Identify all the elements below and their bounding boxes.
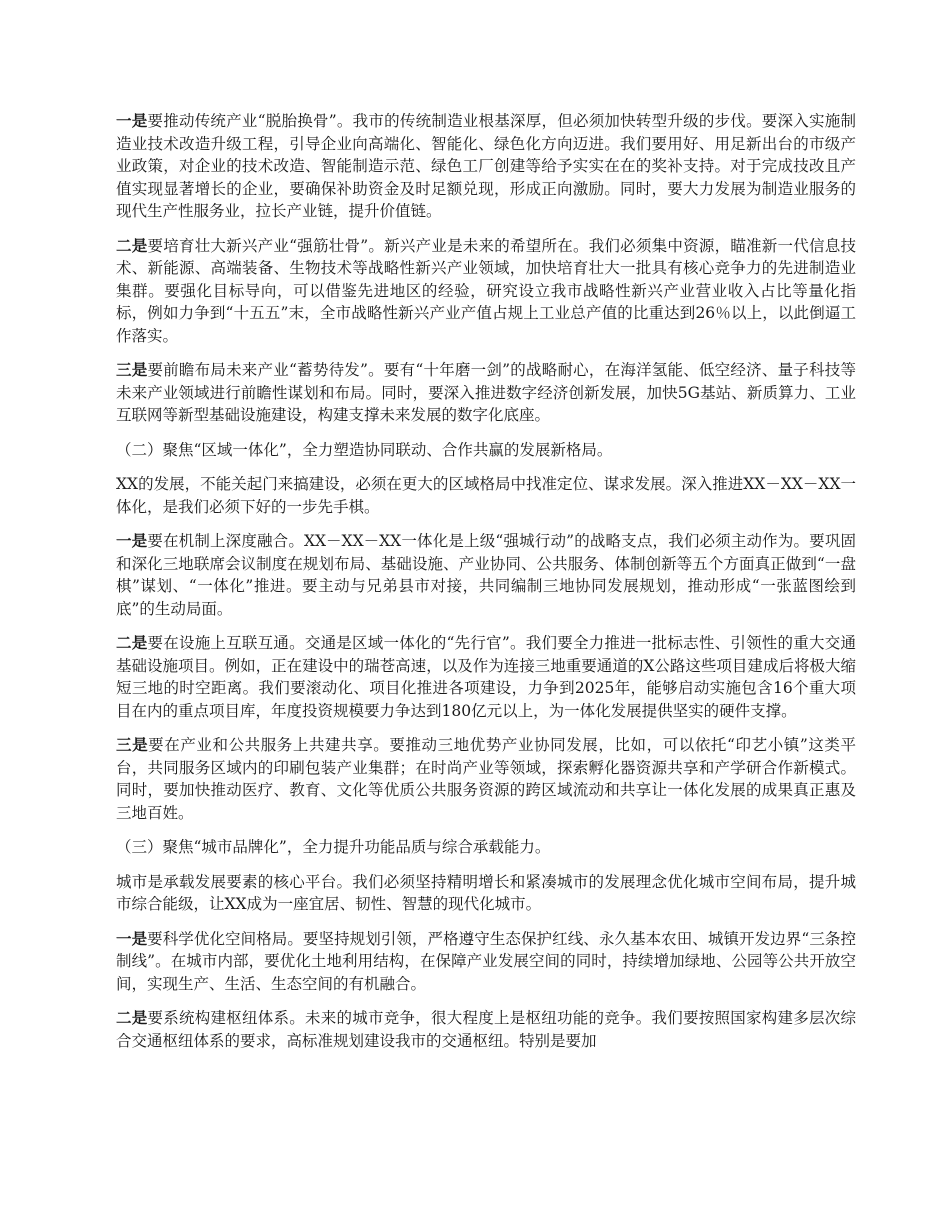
para-lead: 二是 xyxy=(116,1008,148,1027)
paragraph-region-1 xyxy=(116,530,856,620)
para-text: 要推动传统产业“脱胎换骨”。我市的传统制造业根基深厚，但必须加快转型升级的步伐。要深入实施制造业技术改造升级工程，引导企业向高端化、智能化、绿色化方向迈进。我们要用好、用足新出台的市级产业政策，对企业的技术改造、智能制造示范、绿色工厂创建等给予实实在在的奖补支持。对于完成技改且产值实现显著增长的企业，要确保补助资金及时足额兑现，形成正向激励。同时，要大力发展为制造业服务的现代生产性服务业，拉长产业链，提升价值链。 xyxy=(116,112,856,220)
para-lead: 三是 xyxy=(116,735,149,754)
para-text: 要在产业和公共服务上共建共享。要推动三地优势产业协同发展，比如，可以依托“印艺小镇”这类平台，共同服务区域内的印刷包装产业集群；在时尚产业等领域，探索孵化器资源共享和产学研合作新模式。同时，要加快推动医疗、教育、文化等优质公共服务资源的跨区域流动和共享让一体化发展的成果真正惠及三地百姓。 xyxy=(116,736,856,822)
para-text: 要培育壮大新兴产业“强筋壮骨”。新兴产业是未来的希望所在。我们必须集中资源，瞄准新一代信息技术、新能源、高端装备、生物技术等战略性新兴产业领域，加快培育壮大一批具有核心竞争力的先进制造业集群。要强化目标导向，可以借鉴先进地区的经验，研究设立我市战略性新兴产业营业收入占比等量化指标，例如力争到“十五五”末，全市战略性新兴产业产值占规上工业总产值的比重达到26％以上，以此倒逼工作落实。 xyxy=(116,236,856,345)
section-heading-2: （二）聚焦“区域一体化”，全力塑造协同联动、合作共赢的发展新格局。 xyxy=(116,440,613,459)
para-text: 城市是承载发展要素的核心平台。我们必须坚持精明增长和紧凑城市的发展理念优化城市空间布局，提升城市综合能级，让XX成为一座宜居、韧性、智慧的现代化城市。 xyxy=(116,872,856,913)
paragraph-city-intro xyxy=(116,871,856,916)
para-text: 要在设施上互联互通。交通是区域一体化的“先行官”。我们要全力推进一批标志性、引领性的重大交通基础设施项目。例如，正在建设中的瑞苍高速，以及作为连接三地重要通道的X公路这些项目建成后将极大缩短三地的时空距离。我们要滚动化、项目化推进各项建设，力争到2025年，能够启动实施包含16个重大项目在内的重点项目库，年度投资规模要力争达到180亿元以上，为一体化发展提供坚实的硬件支撑。 xyxy=(116,634,856,720)
para-text: 要系统构建枢纽体系。未来的城市竞争，很大程度上是枢纽功能的竞争。我们要按照国家构建多层次综合交通枢纽体系的要求，高标准规划建设我市的交通枢纽。特别是要加 xyxy=(116,1009,856,1050)
paragraph-city-1 xyxy=(116,928,856,996)
document-page xyxy=(116,110,856,1064)
para-lead: 一是 xyxy=(116,531,148,550)
paragraph-region-2 xyxy=(116,632,856,722)
para-lead: 三是 xyxy=(116,360,148,379)
para-lead: 二是 xyxy=(116,235,148,255)
paragraph-industry-2 xyxy=(116,235,856,348)
paragraph-industry-3 xyxy=(116,359,856,427)
para-lead: 二是 xyxy=(116,633,148,652)
paragraph-industry-1 xyxy=(116,110,856,223)
para-lead: 一是 xyxy=(116,111,148,130)
paragraph-city-2 xyxy=(116,1007,856,1052)
para-text: 要科学优化空间格局。要坚持规划引领，严格遵守生态保护红线、永久基本农田、城镇开发边界“三条控制线”。在城市内部，要优化土地利用结构，在保障产业发展空间的同时，持续增加绿地、公园等公共开放空间，实现生产、生活、生态空间的有机融合。 xyxy=(116,929,856,993)
paragraph-region-intro xyxy=(116,473,856,518)
para-lead: 一是 xyxy=(116,928,148,948)
paragraph-region-3 xyxy=(116,734,856,824)
section-heading-3: （三）聚焦“城市品牌化”，全力提升功能品质与综合承载能力。 xyxy=(116,838,551,856)
para-text: XX的发展，不能关起门来搞建设，必须在更大的区域格局中找准定位、谋求发展。深入推进XX－XX－XX一体化，是我们必须下好的一步先手棋。 xyxy=(116,475,856,516)
para-text: 要前瞻布局未来产业“蓄势待发”。要有“十年磨一剑”的战略耐心，在海洋氢能、低空经济、量子科技等未来产业领域进行前瞻性谋划和布局。同时，要深入推进数字经济创新发展，加快5G基站、新质算力、工业互联网等新型基础设施建设，构建支撑未来发展的数字化底座。 xyxy=(116,361,856,424)
para-text: 要在机制上深度融合。XX－XX－XX一体化是上级“强城行动”的战略支点，我们必须主动作为。要巩固和深化三地联席会议制度在规划布局、基础设施、产业协同、公共服务、体制创新等五个方面真正做到“一盘棋”谋划、“一体化”推进。要主动与兄弟县市对接，共同编制三地协同发展规划，推动形成“一张蓝图绘到底”的生动局面。 xyxy=(116,532,856,618)
